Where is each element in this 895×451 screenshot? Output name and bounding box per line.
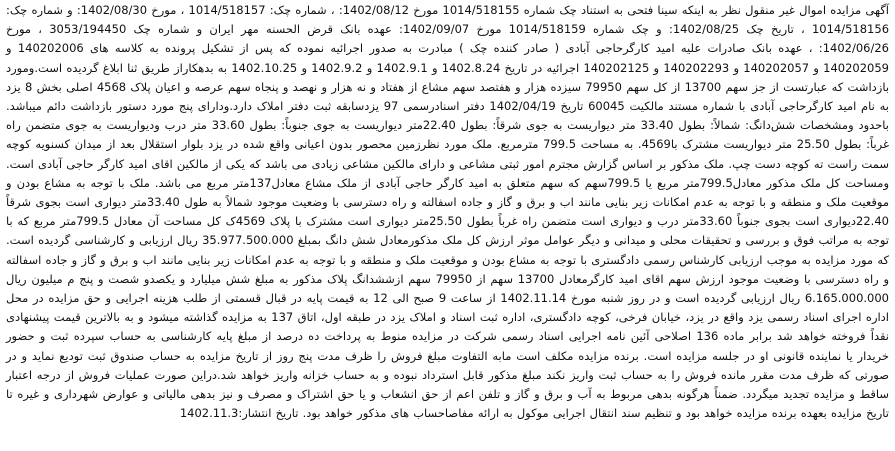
auction-notice-text: آگهی مزایده اموال غیر منقول نظر به اینکه سینا فتحی به استناد چک شماره 1014/518155 مورخ 1402/08/12: ، شماره چک: 1014/518157 ، مورخ 1402/08/30: و شماره چک: 1014/518156 ، تاریخ چک 1402/08/25: و چک شماره 1014/518159 مورخ 1402/09/07: عهده بانک قرض الحسنه مهر ایران و شماره چک 3053/194450 ، مورخ 1402/06/26: ، عهده بانک صادرات علیه امید کارگرحاجی آبادی ( صادر کننده چک ) مبادرت به صدور اجرائیه نموده که پس از تشکیل پرونده به کلاسه های 140202006 و 140202059 و 140202057 و 140202293 و 140202125 اجرائیه در تاریخ 1402.8.24 و 1402.9.1 و 1402.9.2 و 1402.10.25 به بدهکاراز طریق ثنا ابلاغ گردیده است.ومورد بازداشت که عبارتست از جز سهم 13700 از کل سهم 79950 سیزده هزار و هفتصد سهم مشاع از هفتاد و نه هزار و نهصد و پنجاه سهم عرصه و اعیان پلاک 4568 اصلی بخش 8 یزد به نام امید کارگرحاجی آبادی با شماره مستند مالکیت 60045 تاریخ 1402/04/19 دفتر اسنادرسمی 97 یزدسابقه ثبت دفتر املاک دارد.ودارای پنج مورد دستور بازداشت دائم میباشد. باحدود ومشخصات شش‌دانگ: شمالاً: بطول 33.40 متر دیواریست به جوی شرقاً: بطول 22.40متر دیواریست به جوی جنوباً: بطول 33.60 متر درب ودیواریست به جوی متضمن راه غرباً: بطول 25.50 متر دیواریست مشترک با4569. به مساحت 799.5 مترمربع. ملک مورد نظرزمین محصور بدون اعیانی واقع شده در یزد بلوار استقلال بعد از میدان کسنویه کوچه سمت راست ته کوچه دست چپ. ملک مذکور بر اساس گزارش مجترم امور ثبتی مشاعی و دارای مالکین مشاعی زیادی می باشد که یکی از مالکین اقای امید کارگر حاجی آبادی است. ومساحت کل ملک مذکور معادل799.5متر مربع یا 799.5سهم که سهم متعلق به امید کارگر حاجی آبادی از ملک مشاع معادل137متر مربع می باشد. ملک با توجه به مشاع بودن و موقعیت ملک و منطقه و با توجه به عدم امکانات زیر بنایی مانند اب و برق و گاز و جاده اسفالته و راه دسترسی با وضعیت موجود شمالاً به طول 33.40متر دیواری است بجوی شرقاً 22.40دیواری است بجوی جنوباً 33.60متر درب و دیواری است متضمن راه غرباً بطول 25.50متر دیواری است مشترک با پلاک 4569ک کل مساحت آن معادل 799.5متر مربع که با توجه به مراتب فوق و بررسی و تحقیقات محلی و میدانی و دیگر عوامل موثر ارزش کل ملک مذکورمعادل شش دانگ بمبلغ 35.977.500.000 ریال ارزیابی و کارشناسی گردیده است. که مورد مزایده به موجب ارزیابی کارشناس رسمی دادگستری با توجه به مشاع بودن و موقعیت ملک و منطقه و با توجه به عدم امکانات زیر بنایی مانند اب و برق و گاز و جاده اسفالته و راه دسترسی با وضعیت موجود ارزش سهم اقای امید کارگرمعادل 13700 سهم از 79950 سهم ازششدانگ پلاک مذکور به مبلغ شش میلیارد و یکصدو شصت و پنج م میلیون ریال 6.165.000.000 ریال ارزیابی گردیده است و در روز شنبه مورخ 1402.11.14 از ساعت 9 صبح الی 12 به قیمت پایه در قبال قسمتی از طلب هزینه اجرایی و حق مزایده در محل اداره اجرای اسناد رسمی یزد واقع در یزد، خیابان فرخی، کوچه دادگستری، اداره ثبت اسناد و املاک یزد در طبقه اول، اتاق 137 به مزایده گذاشته میشود و به بالاترین قیمت پیشنهادی نقداً فروخته خواهد شد برابر ماده 136 اصلاحی آئین نامه اجرایی اسناد رسمی شرکت در مزایده منوط به پرداخت ده درصد از مبلغ پایه کارشناسی به حساب سپرده ثبت و حضور خریدار یا نماینده قانونی او در جلسه مزایده است. برنده مزایده مکلف است مابه التفاوت مبلغ فروش را ظرف مدت پنج روز از تاریخ مزایده به حساب صندوق ثبت تودیع نماید و در صورتی که ظرف مدت مقرر مانده فروش را به حساب ثبت واریز نکند مبلغ مذکور قابل استرداد نبوده و به حساب خزانه واریز خواهد شد.دراین صورت عملیات فروش از درجه اعتبار ساقط و مزایده تجدید میگردد. ضمناً هرگونه بدهی مربوط به آب و برق و گاز و تلفن اعم از حق انشعاب و یا حق اشتراک و مصرف و نیز بدهی مالیاتی و عوارض شهرداری و غیره تا تاریخ مزایده بعهده برنده مزایده خواهد بود و تنظیم سند انتقال اجرایی موکول به ارائه مفاصاحساب های مذکور خواهد بود. تاریخ انتشار:1402.11.3 bbox=[6, 3, 890, 421]
